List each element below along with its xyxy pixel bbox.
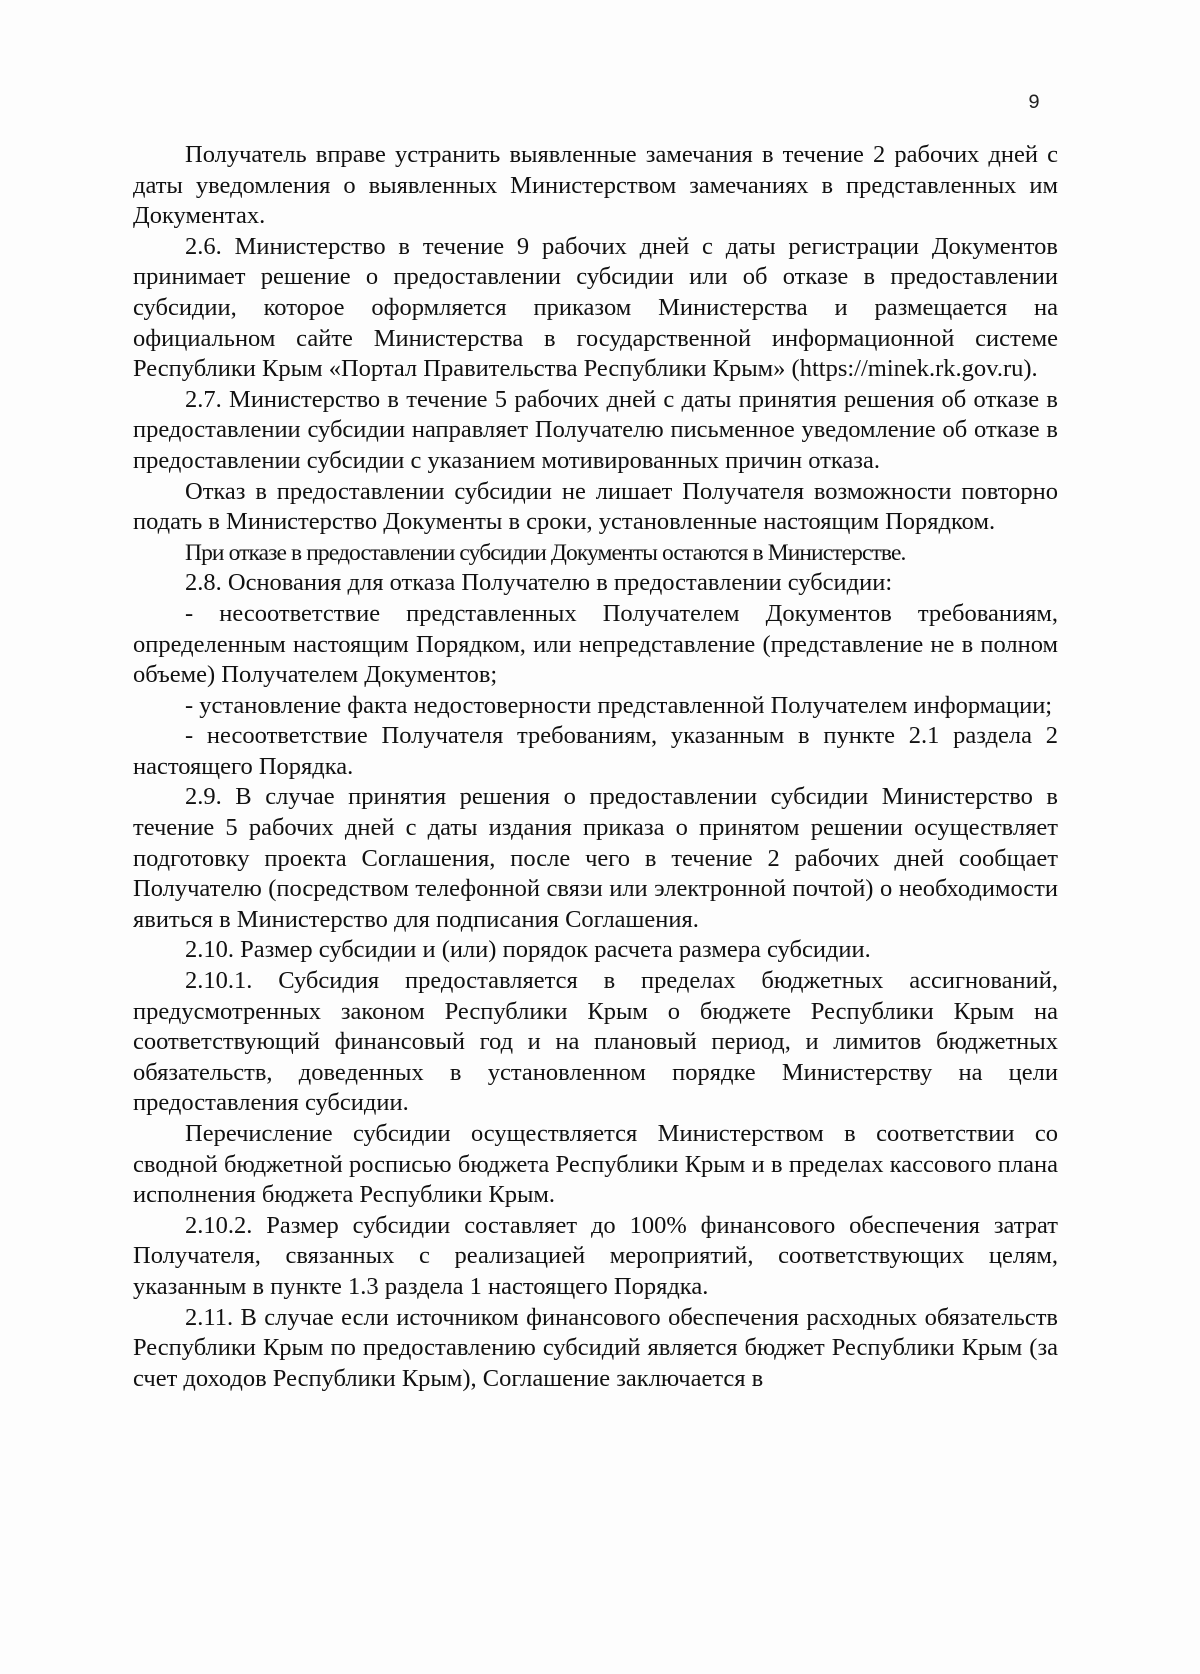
page-number: 9 bbox=[1028, 92, 1041, 115]
paragraph-2-7: 2.7. Министерство в течение 5 рабочих дней с даты принятия решения об отказе в предоставлении субсидии направляет Получателю письменное уведомление об отказе в предоставлении субсидии с указанием мотивированных причин отказа. bbox=[133, 385, 1058, 474]
paragraph-2-10: 2.10. Размер субсидии и (или) порядок расчета размера субсидии. bbox=[185, 936, 871, 964]
paragraph-2-8: 2.8. Основания для отказа Получателю в предоставлении субсидии: bbox=[185, 569, 893, 597]
list-item-nonconformity-documents: - несоответствие представленных Получателем Документов требованиям, определенным настоящим Порядком, или непредставление (представление не в полном объеме) Получателем Документов; bbox=[133, 599, 1058, 689]
paragraph-2-10-2: 2.10.2. Размер субсидии составляет до 100% финансового обеспечения затрат Получателя, связанных с реализацией мероприятий, соответствующих целям, указанным в пункте 1.3 раздела 1 настоящего Порядка. bbox=[133, 1211, 1058, 1300]
list-item-nonconformity-recipient: - несоответствие Получателя требованиям, указанным в пункте 2.1 раздела 2 настоящего Порядка. bbox=[133, 722, 1058, 780]
paragraph-refusal-reapply: Отказ в предоставлении субсидии не лишает Получателя возможности повторно подать в Министерство Документы в сроки, установленные настоящим Порядком. bbox=[133, 477, 1058, 536]
paragraph-2-6: 2.6. Министерство в течение 9 рабочих дней с даты регистрации Документов принимает решение о предоставлении субсидии или об отказе в предоставлении субсидии, которое оформляется приказом Министерства и размещается на официальном сайте Министерства в государственной информационной системе Республики Крым «Портал Правительства Республики Крым» (https://minek.rk.gov.ru). bbox=[133, 232, 1058, 383]
paragraph-2-9: 2.9. В случае принятия решения о предоставлении субсидии Министерство в течение 5 рабочих дней с даты издания приказа о принятом решении осуществляет подготовку проекта Соглашения, после чего в течение 2 рабочих дней сообщает Получателю (посредством телефонной связи или электронной почтой) о необходимости явиться в Министерство для подписания Соглашения. bbox=[133, 783, 1058, 933]
paragraph-2-11: 2.11. В случае если источником финансового обеспечения расходных обязательств Республики Крым по предоставлению субсидий является бюджет Республики Крым (за счет доходов Республики Крым), Соглашение заключается в bbox=[133, 1303, 1058, 1392]
paragraph-transfer-subsidy: Перечисление субсидии осуществляется Министерством в соответствии со сводной бюджетной росписью бюджета Республики Крым и в пределах кассового плана исполнения бюджета Республики Крым. bbox=[133, 1120, 1058, 1209]
list-item-false-information: - установление факта недостоверности представленной Получателем информации; bbox=[185, 691, 1053, 719]
paragraph-2-10-1: 2.10.1. Субсидия предоставляется в пределах бюджетных ассигнований, предусмотренных законом Республики Крым о бюджете Республики Крым на соответствующий финансовый год и на плановый период, и лимитов бюджетных обязательств, доведенных в установленном порядке Министерству на цели предоставления субсидии. bbox=[133, 967, 1058, 1117]
paragraph-correction-right: Получатель вправе устранить выявленные замечания в течение 2 рабочих дней с даты уведомления о выявленных Министерством замечаниях в представленных им Документах. bbox=[133, 141, 1058, 230]
paragraph-documents-remain: При отказе в предоставлении субсидии Документы остаются в Министерстве. bbox=[185, 539, 906, 566]
document-body bbox=[133, 140, 1058, 1394]
